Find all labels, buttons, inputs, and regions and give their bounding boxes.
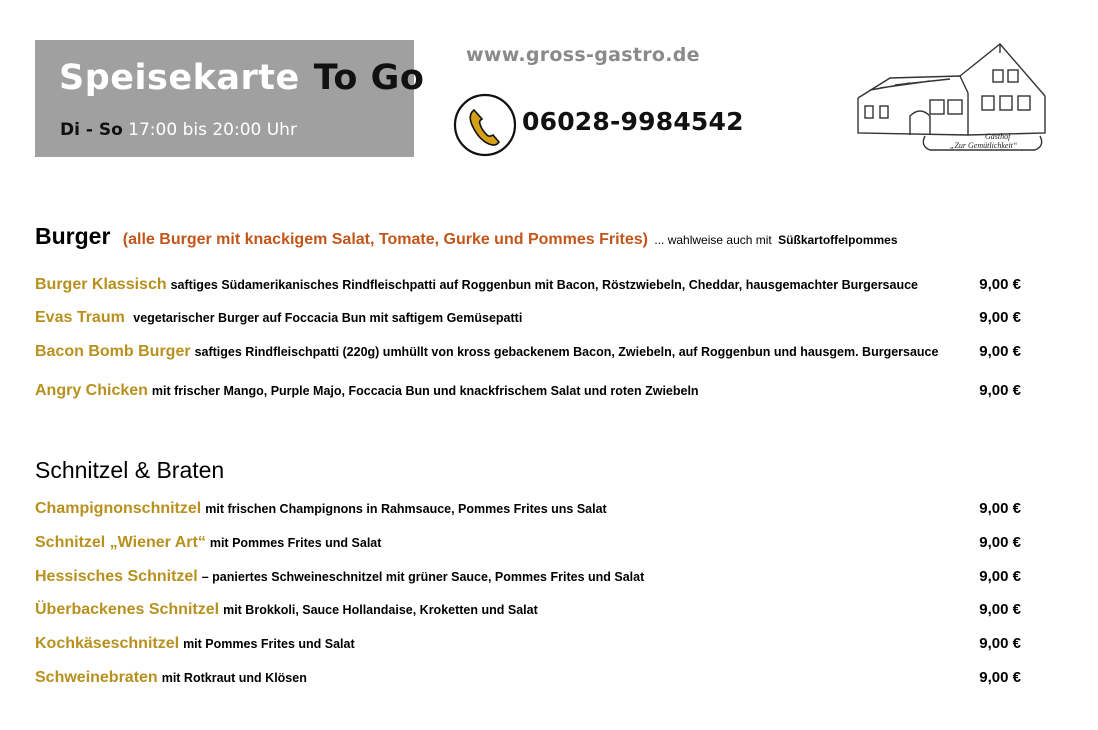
website-link[interactable]: www.gross-gastro.de xyxy=(466,44,700,66)
item-description: mit Brokkoli, Sauce Hollandaise, Kroketten und Salat xyxy=(223,603,538,617)
menu-item xyxy=(35,309,1025,331)
item-price: 9,00 € xyxy=(979,669,1021,686)
item-name: Bacon Bomb Burger xyxy=(35,343,191,360)
gasthof-logo xyxy=(850,38,1058,160)
item-description: saftiges Südamerikanisches Rindfleischpatti auf Roggenbun mit Bacon, Röstzwiebeln, Cheddar, hausgemachter Burgersauce xyxy=(170,278,919,292)
item-name: Burger Klassisch xyxy=(35,276,167,293)
item-price: 9,00 € xyxy=(979,635,1021,652)
opening-days: Di - So xyxy=(60,120,123,140)
item-description: mit Pommes Frites und Salat xyxy=(183,637,355,651)
item-name: Überbackenes Schnitzel xyxy=(35,601,220,618)
svg-text:Gasthof: Gasthof xyxy=(985,132,1011,141)
svg-text:„Zur Gemütlichkeit“: „Zur Gemütlichkeit“ xyxy=(950,141,1018,150)
item-description: mit frischen Champignons in Rahmsauce, Pommes Frites uns Salat xyxy=(205,502,607,516)
opening-time: 17:00 bis 20:00 Uhr xyxy=(128,120,297,140)
item-name: Schnitzel „Wiener Art“ xyxy=(35,534,206,551)
menu-item xyxy=(35,343,1025,365)
section-alt-option: Süßkartoffelpommes xyxy=(778,233,898,247)
item-name: Schweinebraten xyxy=(35,669,158,686)
menu-item xyxy=(35,382,1025,404)
item-description: saftiges Rindfleischpatti (220g) umhüllt von kross gebackenem Bacon, Zwiebeln, auf Roggenbun und hausgem. Burgersauce xyxy=(194,345,939,359)
item-price: 9,00 € xyxy=(979,382,1021,399)
phone-number[interactable]: 06028-9984542 xyxy=(522,107,744,136)
opening-hours xyxy=(60,120,297,140)
item-description: – paniertes Schweineschnitzel mit grüner Sauce, Pommes Frites und Salat xyxy=(201,570,645,584)
item-description: vegetarischer Burger auf Foccacia Bun mit saftigem Gemüsepatti xyxy=(133,311,523,325)
section-title-burger xyxy=(35,223,898,250)
item-price: 9,00 € xyxy=(979,343,1021,360)
item-price: 9,00 € xyxy=(979,309,1021,326)
menu-item xyxy=(35,534,1025,556)
item-price: 9,00 € xyxy=(979,276,1021,293)
section-title-schnitzel: Schnitzel & Braten xyxy=(35,457,225,483)
item-description: mit frischer Mango, Purple Majo, Foccacia Bun und knackfrischem Salat und roten Zwiebeln xyxy=(151,384,699,398)
item-price: 9,00 € xyxy=(979,534,1021,551)
menu-item xyxy=(35,635,1025,657)
menu-item xyxy=(35,276,1025,298)
menu-item xyxy=(35,601,1025,623)
item-name: Kochkäseschnitzel xyxy=(35,635,180,652)
title-main: Speisekarte xyxy=(59,58,300,98)
menu-item xyxy=(35,500,1025,522)
phone-icon xyxy=(453,93,517,157)
page-title xyxy=(59,58,424,98)
item-price: 9,00 € xyxy=(979,568,1021,585)
section-heading: Burger xyxy=(35,223,111,249)
item-price: 9,00 € xyxy=(979,500,1021,517)
section-alt-text: ... wahlweise auch mit xyxy=(654,233,772,247)
header-banner xyxy=(35,40,425,157)
menu-item xyxy=(35,568,1025,590)
section-note: (alle Burger mit knackigem Salat, Tomate, Gurke und Pommes Frites) xyxy=(122,231,648,248)
item-price: 9,00 € xyxy=(979,601,1021,618)
item-description: mit Rotkraut und Klösen xyxy=(161,671,307,685)
item-name: Angry Chicken xyxy=(35,382,148,399)
item-description: mit Pommes Frites und Salat xyxy=(209,536,382,550)
item-name: Evas Traum xyxy=(35,309,125,326)
menu-item xyxy=(35,669,1025,691)
item-name: Hessisches Schnitzel xyxy=(35,568,198,585)
item-name: Champignonschnitzel xyxy=(35,500,202,517)
title-accent: To Go xyxy=(313,58,425,98)
